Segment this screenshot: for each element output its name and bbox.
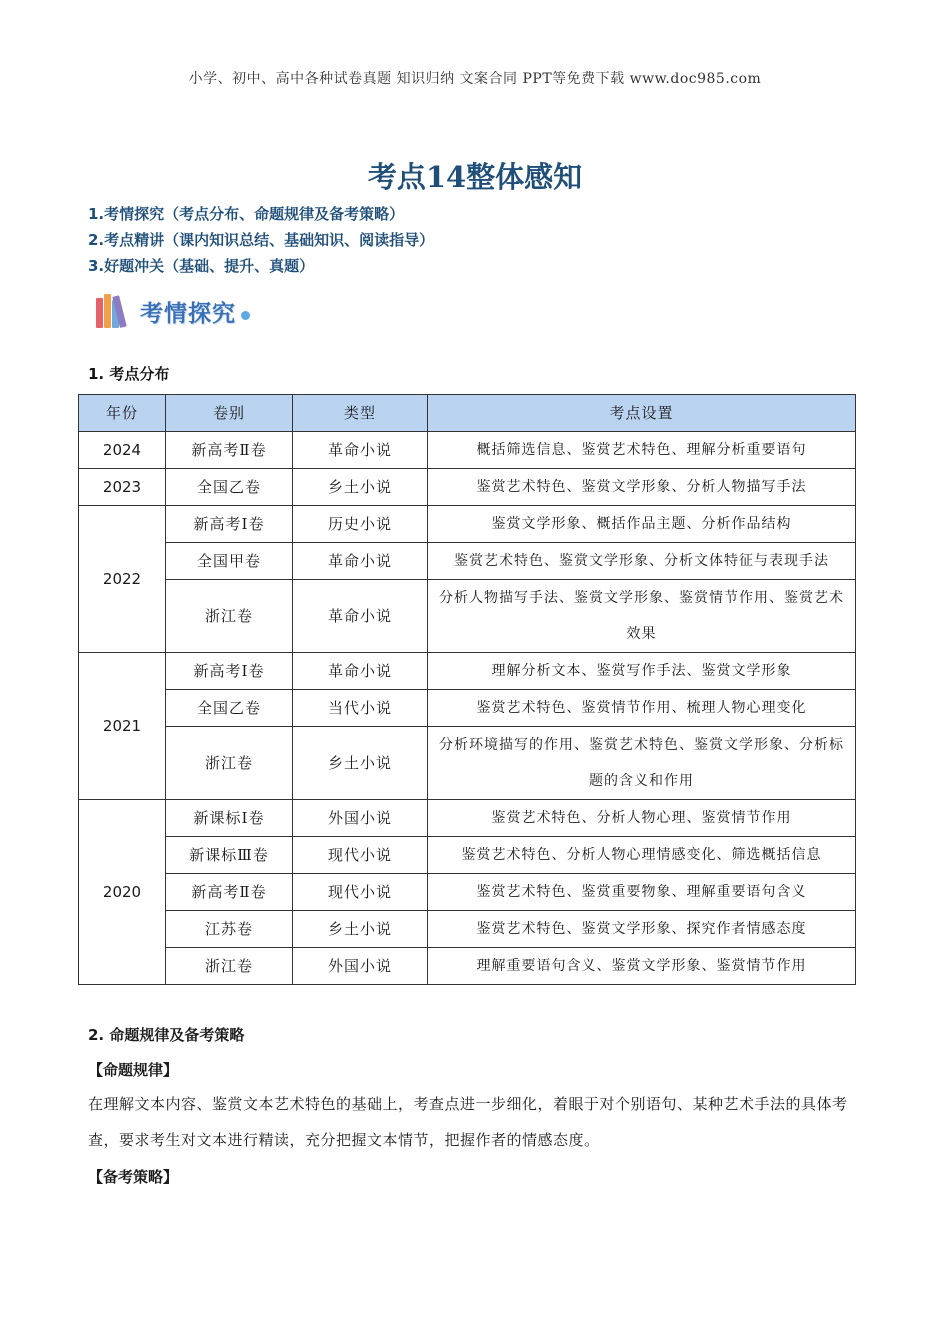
cell-year: 2022 [79,506,166,653]
strategy-heading: 【备考策略】 [88,1168,179,1186]
table-of-contents [88,202,434,280]
cell-points: 鉴赏艺术特色、鉴赏文学形象、分析人物描写手法 [428,469,856,506]
cell-type: 革命小说 [293,543,428,580]
cell-points: 鉴赏艺术特色、分析人物心理、鉴赏情节作用 [428,800,856,837]
cell-paper: 全国乙卷 [166,690,293,727]
cell-type: 乡土小说 [293,727,428,800]
table-row [79,469,856,506]
banner-label: 考情探究 [140,300,236,327]
table-row [79,800,856,837]
table-row [79,948,856,985]
cell-paper: 浙江卷 [166,580,293,653]
cell-points: 鉴赏艺术特色、鉴赏文学形象、探究作者情感态度 [428,911,856,948]
section-banner [94,291,250,331]
col-header-year: 年份 [79,395,166,432]
cell-points: 鉴赏艺术特色、鉴赏重要物象、理解重要语句含义 [428,874,856,911]
cell-paper: 浙江卷 [166,727,293,800]
table-row [79,432,856,469]
table-row [79,506,856,543]
cell-paper: 新高考Ⅰ卷 [166,506,293,543]
cell-type: 历史小说 [293,506,428,543]
exam-distribution-table [78,394,856,985]
toc-item-2: 2.考点精讲（课内知识总结、基础知识、阅读指导） [88,231,435,249]
cell-type: 现代小说 [293,837,428,874]
cell-points: 概括筛选信息、鉴赏艺术特色、理解分析重要语句 [428,432,856,469]
section-heading-distribution: 1. 考点分布 [88,365,170,383]
cell-type: 外国小说 [293,948,428,985]
cell-paper: 新高考Ⅰ卷 [166,653,293,690]
cell-type: 乡土小说 [293,911,428,948]
table-header-row [79,395,856,432]
cell-points: 分析环境描写的作用、鉴赏艺术特色、鉴赏文学形象、分析标题的含义和作用 [428,727,856,800]
cell-type: 革命小说 [293,580,428,653]
dot-icon [241,311,250,320]
cell-points: 鉴赏艺术特色、分析人物心理情感变化、筛选概括信息 [428,837,856,874]
table-row [79,727,856,800]
cell-points: 理解重要语句含义、鉴赏文学形象、鉴赏情节作用 [428,948,856,985]
cell-paper: 新高考Ⅱ卷 [166,874,293,911]
cell-points: 鉴赏艺术特色、鉴赏文学形象、分析文体特征与表现手法 [428,543,856,580]
cell-year: 2023 [79,469,166,506]
section-heading-rules: 2. 命题规律及备考策略 [88,1026,245,1044]
cell-type: 革命小说 [293,432,428,469]
cell-type: 外国小说 [293,800,428,837]
table-row [79,580,856,653]
cell-paper: 全国甲卷 [166,543,293,580]
cell-paper: 新高考Ⅱ卷 [166,432,293,469]
col-header-paper: 卷别 [166,395,293,432]
cell-points: 鉴赏文学形象、概括作品主题、分析作品结构 [428,506,856,543]
toc-item-1: 1.考情探究（考点分布、命题规律及备考策略） [88,205,405,223]
col-header-points: 考点设置 [428,395,856,432]
table-row [79,874,856,911]
cell-paper: 浙江卷 [166,948,293,985]
cell-paper: 新课标Ⅲ卷 [166,837,293,874]
cell-points: 鉴赏艺术特色、鉴赏情节作用、梳理人物心理变化 [428,690,856,727]
cell-year: 2021 [79,653,166,800]
toc-item-3: 3.好题冲关（基础、提升、真题） [88,257,315,275]
cell-type: 当代小说 [293,690,428,727]
cell-points: 理解分析文本、鉴赏写作手法、鉴赏文学形象 [428,653,856,690]
table-row [79,911,856,948]
rules-paragraph: 在理解文本内容、鉴赏文本艺术特色的基础上，考查点进一步细化，着眼于对个别语句、某种艺术手法的具体考查，要求考生对文本进行精读，充分把握文本情节，把握作者的情感态度。 [88,1095,848,1149]
cell-paper: 江苏卷 [166,911,293,948]
cell-paper: 新课标Ⅰ卷 [166,800,293,837]
books-icon [94,292,136,330]
cell-type: 现代小说 [293,874,428,911]
table-row [79,837,856,874]
rules-heading: 【命题规律】 [88,1061,179,1079]
cell-type: 乡土小说 [293,469,428,506]
cell-year: 2020 [79,800,166,985]
page-title: 考点14整体感知 [367,160,583,194]
table-row [79,543,856,580]
site-header-text: 小学、初中、高中各种试卷真题 知识归纳 文案合同 PPT等免费下载 www.doc985.com [188,71,762,87]
table-row [79,653,856,690]
cell-points: 分析人物描写手法、鉴赏文学形象、鉴赏情节作用、鉴赏艺术效果 [428,580,856,653]
cell-type: 革命小说 [293,653,428,690]
cell-paper: 全国乙卷 [166,469,293,506]
cell-year: 2024 [79,432,166,469]
col-header-type: 类型 [293,395,428,432]
table-row [79,690,856,727]
